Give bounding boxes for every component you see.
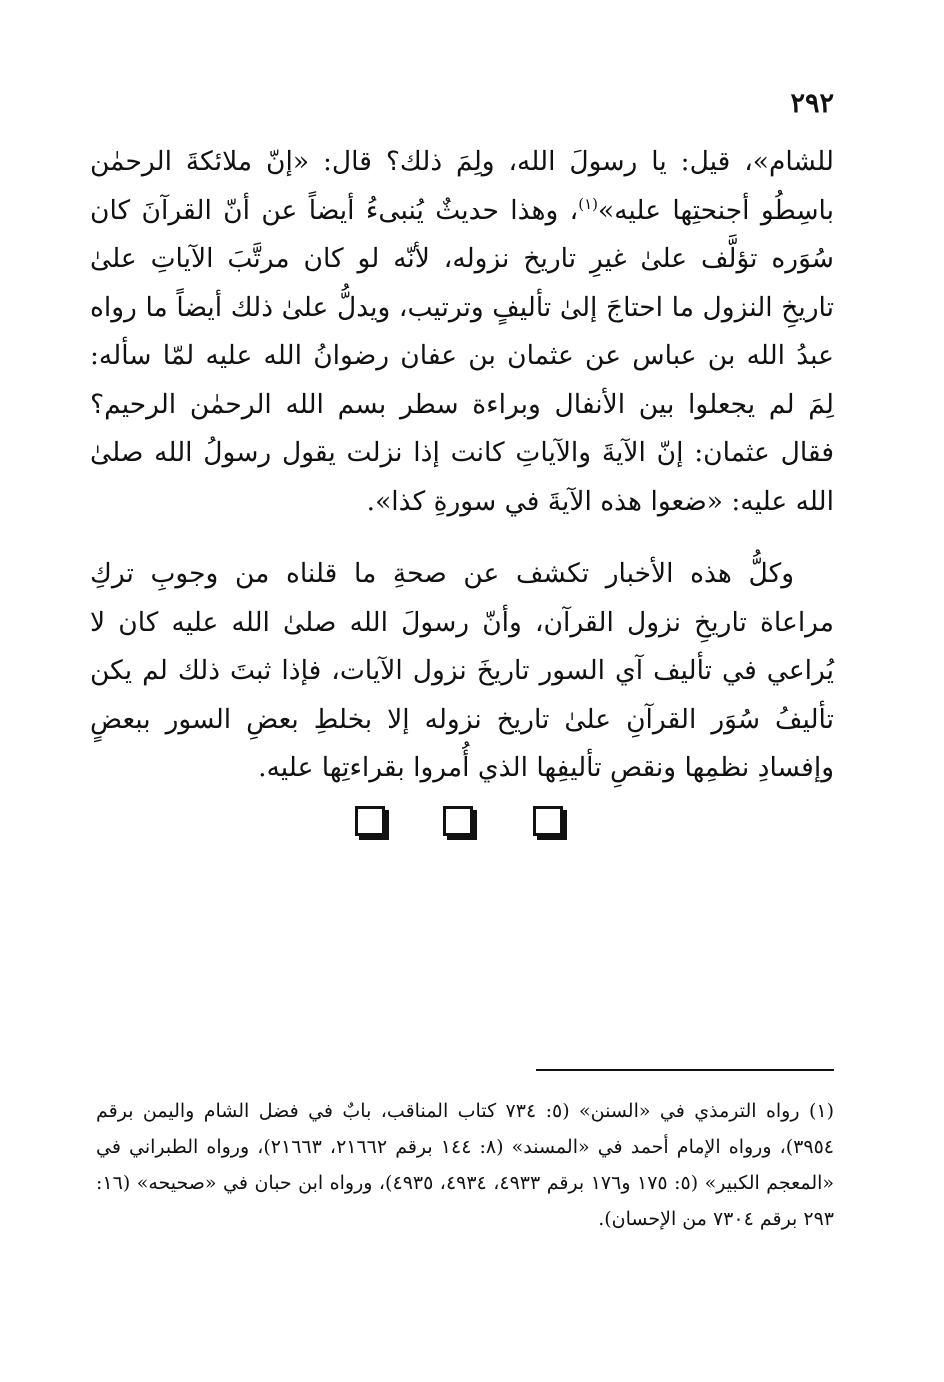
paragraph-1-text-b: ، وهذا حديثٌ يُنبىءُ أيضاً عن أنّ القرآنَ كان سُوَره تؤلَّف علىٰ غيرِ تاريخ نزوله، لأنّه لو كان مرتَّبَ الآياتِ علىٰ تاريخِ النزول ما احتاجَ إلىٰ تأليفٍ وترتيب، ويدلُّ علىٰ ذلك أيضاً ما رواه عبدُ الله بن عباس عن عثمان بن عفان رضوانُ الله عليه لمّا سأله: لِمَ لم يجعلوا بين الأنفال وبراءة سطر بسم الله الرحمٰن الرحيم؟ فقال عثمان: إنّ الآيةَ والآياتِ كانت إذا نزلت يقول رسولُ الله صلىٰ الله عليه: «ضعوا هذه الآيةَ في سورةِ كذا». xyxy=(90,194,834,517)
ornament-box-icon xyxy=(443,806,473,836)
paragraph-1-text-a: للشام»، قيل: يا رسولَ الله، ولِمَ ذلك؟ قال: «إنّ ملائكةَ الرحمٰن باسِطُو أجنحتِها عليه» xyxy=(90,146,834,226)
page-number: ٢٩٢ xyxy=(790,88,834,119)
footnote-1: (١) رواه الترمذي في «السنن» (٥: ٧٣٤ كتاب المناقب، بابٌ في فضل الشام واليمن برقم ٣٩٥٤)، ورواه الإمام أحمد في «المسند» (٨: ١٤٤ برقم ٢١٦٦٢، ٢١٦٦٣)، ورواه الطبراني في «المعجم الكبير» (٥: ١٧٥ و١٧٦ برقم ٤٩٣٣، ٤٩٣٤، ٤٩٣٥)، ورواه ابن حبان في «صحيحه» (١٦: ٢٩٣ برقم ٧٣٠٤ من الإحسان). xyxy=(96,1100,835,1230)
footnote-reference[interactable]: (١) xyxy=(578,194,599,213)
paragraph-1 xyxy=(90,138,834,526)
footnotes xyxy=(96,1093,834,1237)
paragraph-2: وكلُّ هذه الأخبار تكشف عن صحةِ ما قلناه من وجوبِ تركِ مراعاة تاريخِ نزول القرآن، وأنّ رسولَ الله صلىٰ الله عليه كان لا يُراعي في تأليف آي السور تاريخَ نزول الآيات، فإذا ثبتَ ذلك لم يكن تأليفُ سُوَر القرآنِ علىٰ تاريخ نزوله إلا بخلطِ بعضِ السور ببعضٍ وإفسادِ نظمِها ونقصِ تأليفِها الذي أُمروا بقراءتِها عليه. xyxy=(90,558,834,783)
footnote-separator xyxy=(536,1069,834,1071)
section-divider-ornaments xyxy=(0,806,944,842)
ornament-box-icon xyxy=(533,806,563,836)
ornament-box-icon xyxy=(355,806,385,836)
main-text xyxy=(90,138,834,793)
